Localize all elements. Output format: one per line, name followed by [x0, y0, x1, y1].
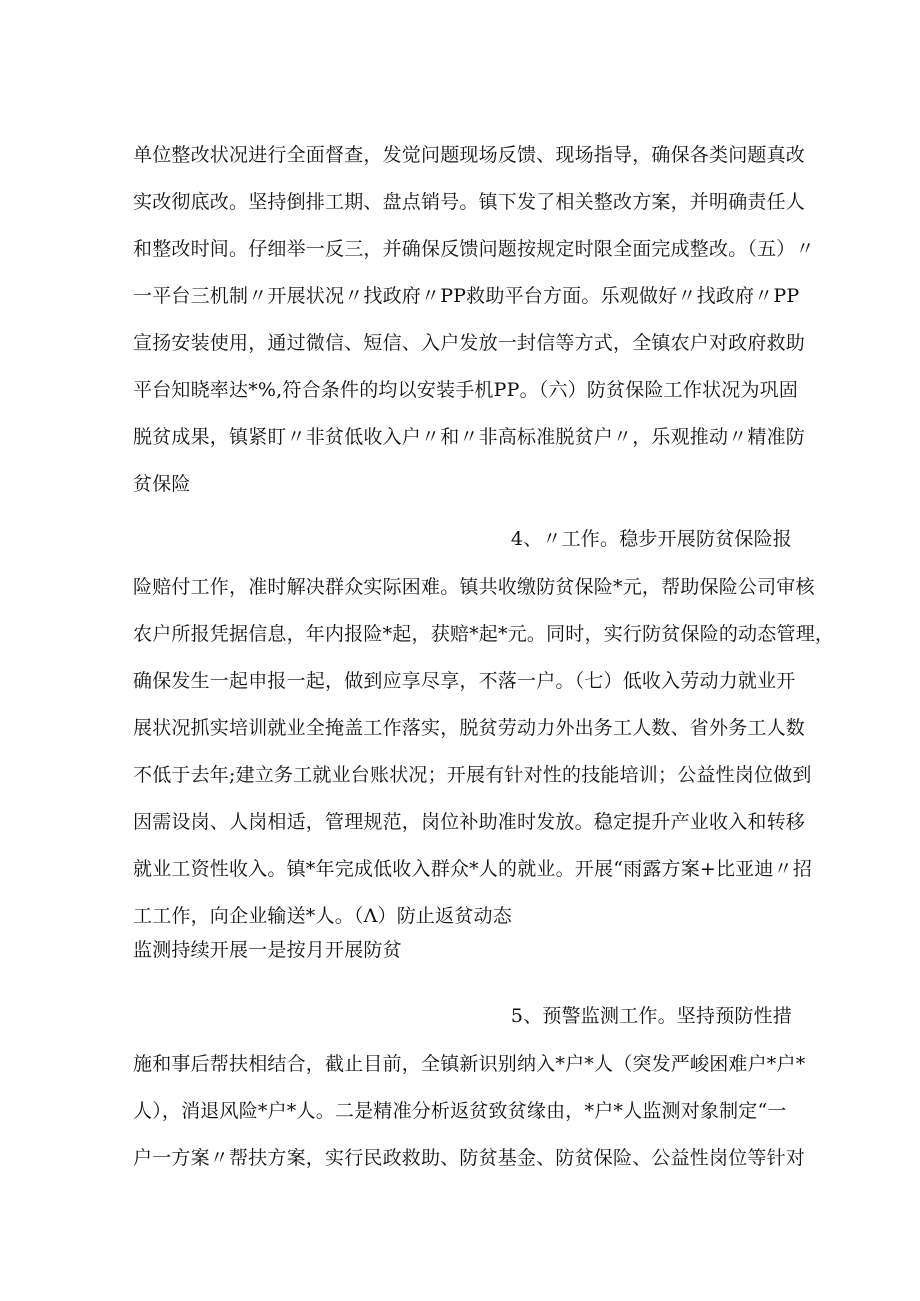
text-line: 工工作，向企业输送*人。（Λ）防止返贫动态 — [133, 905, 512, 927]
text-line: 监测持续开展一是按月开展防贫 — [133, 939, 402, 961]
text-line: 实改彻底改。坚持倒排工期、盘点销号。镇下发了相关整改方案，并明确责任人 — [133, 191, 806, 213]
text-line: 人），消退风险*户*人。二是精准分析返贫致贫缘由，*户*人监测对象制定“一 — [133, 1100, 787, 1122]
text-line: 确保发生一起申报一起，做到应享尽享，不落一户。（七）低收入劳动力就业开 — [133, 670, 796, 692]
text-line: 因需设岗、人岗相适，管理规范，岗位补助准时发放。稳定提升产业收入和转移 — [133, 811, 806, 833]
text-line: 就业工资性收入。镇*年完成低收入群众*人的就业。开展“雨露方案+比亚迪〃招 — [133, 858, 813, 880]
section-heading-4: 4、〃工作。稳步开展防贫保险报 — [510, 528, 792, 550]
text-line: 脱贫成果，镇紧盯〃非贫低收入户〃和〃非高标准脱贫户〃，乐观推动〃精准防 — [133, 426, 806, 448]
text-line: 平台知晓率达*%,符合条件的均以安装手机PP。（六）防贫保险工作状况为巩固 — [133, 379, 799, 401]
text-line: 施和事后帮扶相结合，截止目前，全镇新识别纳入*户*人（突发严峻困难户*户* — [133, 1053, 806, 1075]
text-line: 展状况抓实培训就业全掩盖工作落实，脱贫劳动力外出务工人数、省外务工人数 — [133, 717, 806, 739]
text-line: 户一方案〃帮扶方案，实行民政救助、防贫基金、防贫保险、公益性岗位等针对 — [133, 1147, 806, 1169]
text-line: 农户所报凭据信息，年内报险*起，获赔*起*元。同时，实行防贫保险的动态管理， — [133, 623, 835, 645]
text-line: 和整改时间。仔细举一反三，并确保反馈问题按规定时限全面完成整改。（五）〃 — [133, 238, 815, 260]
text-line: 不低于去年;建立务工就业台账状况；开展有针对性的技能培训；公益性岗位做到 — [133, 764, 812, 786]
text-line: 宣扬安装使用，通过微信、短信、入户发放一封信等方式，全镇农户对政府救助 — [133, 332, 806, 354]
text-line: 险赔付工作，准时解决群众实际困难。镇共收缴防贫保险*元，帮助保险公司审核 — [133, 576, 815, 598]
section-heading-5: 5、预警监测工作。坚持预防性措 — [510, 1005, 792, 1027]
text-line: 一平台三机制〃开展状况〃找政府〃PP救助平台方面。乐观做好〃找政府〃PP — [133, 285, 800, 307]
text-line: 单位整改状况进行全面督查，发觉问题现场反馈、现场指导，确保各类问题真改 — [133, 144, 806, 166]
text-line: 贫保险 — [133, 473, 191, 495]
